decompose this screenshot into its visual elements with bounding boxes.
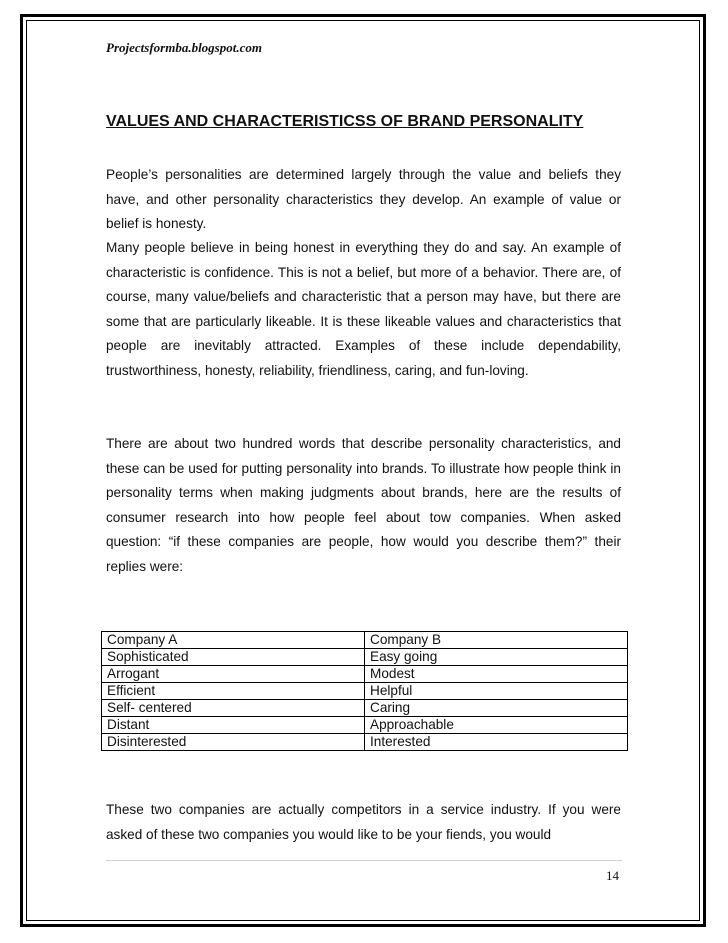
footer-divider: [106, 860, 622, 861]
paragraph-1: People’s personalities are determined largely through the value and beliefs they have, and other personality characteristics they develop. An example of value or belief is honesty.: [106, 167, 621, 231]
table-row: [102, 683, 628, 700]
table-cell: Approachable: [365, 717, 628, 734]
table-cell: Disinterested: [102, 734, 365, 751]
table-cell: Sophisticated: [102, 649, 365, 666]
table-row: [102, 700, 628, 717]
table-row: [102, 649, 628, 666]
page-title: VALUES AND CHARACTERISTICSS OF BRAND PERSONALITY: [106, 113, 584, 130]
company-comparison-table: [101, 631, 628, 751]
table-header-company-b: Company B: [365, 632, 628, 649]
table-cell: Self- centered: [102, 700, 365, 717]
table-cell: Interested: [365, 734, 628, 751]
page-number: 14: [606, 868, 619, 883]
header-site-name: Projectsformba.blogspot.com: [106, 40, 262, 55]
table-cell: Caring: [365, 700, 628, 717]
table-header-row: [102, 632, 628, 649]
paragraph-4: These two companies are actually competitors in a service industry. If you were asked of these two companies you would like to be your fiends, you would: [106, 802, 621, 842]
table-cell: Efficient: [102, 683, 365, 700]
table-cell: Distant: [102, 717, 365, 734]
paragraph-2: Many people believe in being honest in everything they do and say. An example of characteristic is confidence. This is not a belief, but more of a behavior. There are, of course, many value/beliefs and characteristic that a person may have, but there are some that are particularly likeable. It is these likeable values and characteristics that people are inevitably attracted. Examples of these include dependability, trustworthiness, honesty, reliability, friendliness, caring, and fun-loving.: [106, 240, 621, 378]
table-row: [102, 734, 628, 751]
table-header-company-a: Company A: [102, 632, 365, 649]
table-row: [102, 717, 628, 734]
paragraph-3: There are about two hundred words that describe personality characteristics, and these can be used for putting personality into brands. To illustrate how people think in personality terms when making judgments about brands, here are the results of consumer research into how people feel about tow companies. When asked question: “if these companies are people, how would you describe them?” their replies were:: [106, 436, 621, 574]
table-cell: Arrogant: [102, 666, 365, 683]
table-cell: Helpful: [365, 683, 628, 700]
table-cell: Easy going: [365, 649, 628, 666]
table-row: [102, 666, 628, 683]
table-cell: Modest: [365, 666, 628, 683]
